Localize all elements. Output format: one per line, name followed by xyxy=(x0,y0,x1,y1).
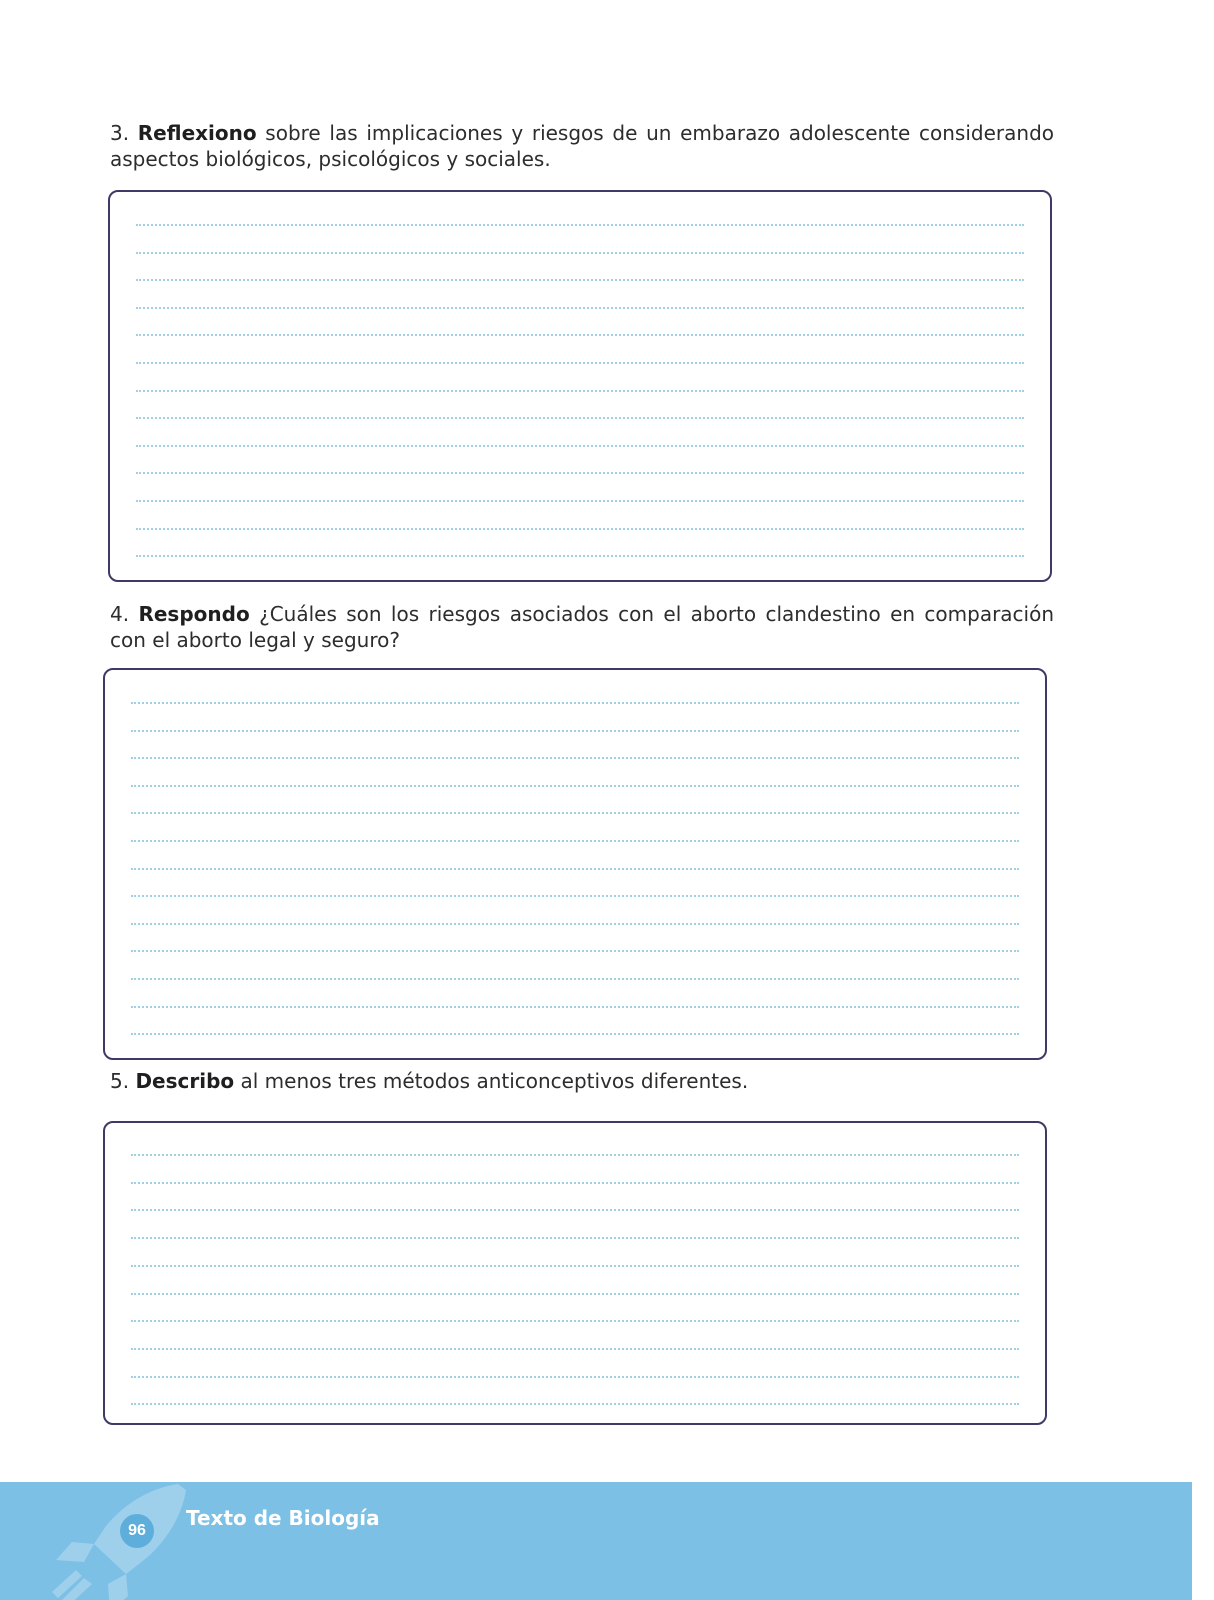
dotted-writing-line xyxy=(131,895,1019,897)
question-number: 5. xyxy=(110,1069,130,1093)
dotted-writing-line xyxy=(131,812,1019,814)
dotted-writing-line xyxy=(131,1209,1019,1211)
dotted-writing-line xyxy=(131,840,1019,842)
dotted-writing-line xyxy=(131,757,1019,759)
question-text: sobre las implicaciones y riesgos de un embarazo adolescente considerando aspectos biológicos, psicológicos y sociales. xyxy=(110,121,1054,171)
book-title: Texto de Biología xyxy=(186,1506,380,1530)
question-verb: Describo xyxy=(135,1069,235,1093)
dotted-writing-line xyxy=(131,1403,1019,1405)
answer-box-4[interactable] xyxy=(103,668,1047,1060)
question-3 xyxy=(110,120,1054,172)
question-text: al menos tres métodos anticonceptivos diferentes. xyxy=(240,1069,749,1093)
dotted-writing-line xyxy=(131,1376,1019,1378)
dotted-writing-line xyxy=(136,472,1024,474)
dotted-writing-line xyxy=(131,868,1019,870)
dotted-writing-line xyxy=(131,950,1019,952)
dotted-writing-line xyxy=(131,730,1019,732)
dotted-writing-line xyxy=(136,500,1024,502)
page-number: 96 xyxy=(120,1514,154,1548)
dotted-writing-line xyxy=(136,528,1024,530)
dotted-writing-line xyxy=(131,923,1019,925)
answer-box-3[interactable] xyxy=(108,190,1052,582)
answer-box-5[interactable] xyxy=(103,1121,1047,1425)
question-number: 4. xyxy=(110,602,130,626)
dotted-writing-line xyxy=(131,1293,1019,1295)
question-4 xyxy=(110,601,1054,653)
question-5 xyxy=(110,1068,1054,1094)
dotted-writing-line xyxy=(136,279,1024,281)
dotted-writing-line xyxy=(136,362,1024,364)
question-verb: Reflexiono xyxy=(137,121,257,145)
dotted-writing-line xyxy=(136,334,1024,336)
dotted-writing-line xyxy=(136,417,1024,419)
dotted-writing-line xyxy=(136,252,1024,254)
dotted-writing-line xyxy=(136,555,1024,557)
dotted-writing-line xyxy=(136,445,1024,447)
dotted-writing-line xyxy=(131,1033,1019,1035)
dotted-writing-line xyxy=(131,1320,1019,1322)
dotted-writing-line xyxy=(136,224,1024,226)
question-verb: Respondo xyxy=(138,602,250,626)
dotted-writing-line xyxy=(131,1006,1019,1008)
dotted-writing-line xyxy=(131,702,1019,704)
dotted-writing-line xyxy=(131,1348,1019,1350)
page-footer xyxy=(0,1482,1192,1600)
question-text: ¿Cuáles son los riesgos asociados con el aborto clandestino en comparación con el aborto legal y seguro? xyxy=(110,602,1055,652)
dotted-writing-line xyxy=(136,307,1024,309)
dotted-writing-line xyxy=(131,1182,1019,1184)
dotted-writing-line xyxy=(131,1154,1019,1156)
rocket-icon xyxy=(40,1482,190,1600)
dotted-writing-line xyxy=(131,785,1019,787)
dotted-writing-line xyxy=(136,390,1024,392)
dotted-writing-line xyxy=(131,1265,1019,1267)
dotted-writing-line xyxy=(131,1237,1019,1239)
dotted-writing-line xyxy=(131,978,1019,980)
question-number: 3. xyxy=(110,121,130,145)
